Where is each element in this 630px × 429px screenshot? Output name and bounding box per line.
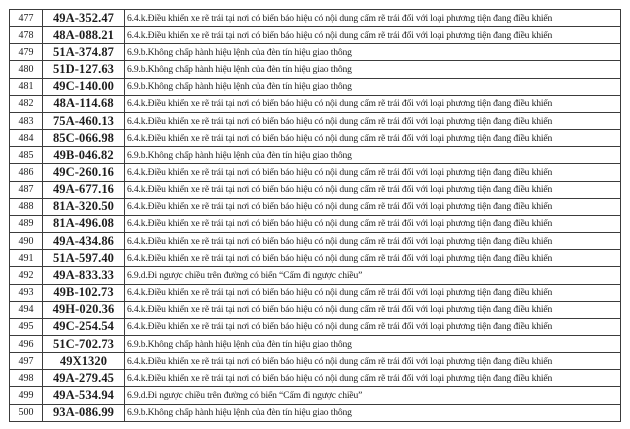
row-number-cell: 484: [10, 130, 43, 147]
row-number-cell: 498: [10, 370, 43, 387]
plate-cell: 49C-260.16: [43, 164, 125, 181]
violation-cell: 6.9.b.Không chấp hành hiệu lệnh của đèn tín hiệu giao thông: [125, 78, 621, 95]
violation-cell: 6.9.b.Không chấp hành hiệu lệnh của đèn tín hiệu giao thông: [125, 335, 621, 352]
violation-cell: 6.4.k.Điều khiển xe rẽ trái tại nơi có biển báo hiệu có nội dung cấm rẽ trái đối với loại phương tiện đang điều khiển: [125, 233, 621, 250]
violation-cell: 6.9.b.Không chấp hành hiệu lệnh của đèn tín hiệu giao thông: [125, 404, 621, 421]
row-number-cell: 477: [10, 10, 43, 27]
plate-cell: 49A-434.86: [43, 233, 125, 250]
plate-cell: 48A-088.21: [43, 27, 125, 44]
violation-cell: 6.4.k.Điều khiển xe rẽ trái tại nơi có biển báo hiệu có nội dung cấm rẽ trái đối với loại phương tiện đang điều khiển: [125, 164, 621, 181]
row-number-cell: 488: [10, 198, 43, 215]
violation-cell: 6.4.k.Điều khiển xe rẽ trái tại nơi có biển báo hiệu có nội dung cấm rẽ trái đối với loại phương tiện đang điều khiển: [125, 353, 621, 370]
row-number-cell: 489: [10, 215, 43, 232]
violations-table-body: [10, 10, 621, 422]
table-row: [10, 61, 621, 78]
table-row: [10, 250, 621, 267]
row-number-cell: 485: [10, 147, 43, 164]
table-row: [10, 215, 621, 232]
table-row: [10, 404, 621, 421]
row-number-cell: 494: [10, 301, 43, 318]
violation-cell: 6.4.k.Điều khiển xe rẽ trái tại nơi có biển báo hiệu có nội dung cấm rẽ trái đối với loại phương tiện đang điều khiển: [125, 130, 621, 147]
violations-table: [9, 9, 621, 422]
violation-cell: 6.9.d.Đi ngược chiều trên đường có biển “Cấm đi ngược chiều”: [125, 267, 621, 284]
row-number-cell: 490: [10, 233, 43, 250]
plate-cell: 49B-046.82: [43, 147, 125, 164]
plate-cell: 48A-114.68: [43, 95, 125, 112]
row-number-cell: 493: [10, 284, 43, 301]
table-row: [10, 387, 621, 404]
row-number-cell: 497: [10, 353, 43, 370]
violation-cell: 6.4.k.Điều khiển xe rẽ trái tại nơi có biển báo hiệu có nội dung cấm rẽ trái đối với loại phương tiện đang điều khiển: [125, 198, 621, 215]
table-row: [10, 95, 621, 112]
violation-cell: 6.4.k.Điều khiển xe rẽ trái tại nơi có biển báo hiệu có nội dung cấm rẽ trái đối với loại phương tiện đang điều khiển: [125, 370, 621, 387]
plate-cell: 51D-127.63: [43, 61, 125, 78]
violation-cell: 6.9.d.Đi ngược chiều trên đường có biển “Cấm đi ngược chiều”: [125, 387, 621, 404]
plate-cell: 49X1320: [43, 353, 125, 370]
row-number-cell: 495: [10, 318, 43, 335]
plate-cell: 49A-677.16: [43, 181, 125, 198]
row-number-cell: 480: [10, 61, 43, 78]
plate-cell: 49A-352.47: [43, 10, 125, 27]
plate-cell: 75A-460.13: [43, 112, 125, 129]
violation-cell: 6.4.k.Điều khiển xe rẽ trái tại nơi có biển báo hiệu có nội dung cấm rẽ trái đối với loại phương tiện đang điều khiển: [125, 215, 621, 232]
table-row: [10, 267, 621, 284]
table-row: [10, 301, 621, 318]
table-row: [10, 78, 621, 95]
table-row: [10, 44, 621, 61]
table-row: [10, 370, 621, 387]
violation-cell: 6.4.k.Điều khiển xe rẽ trái tại nơi có biển báo hiệu có nội dung cấm rẽ trái đối với loại phương tiện đang điều khiển: [125, 318, 621, 335]
table-row: [10, 318, 621, 335]
plate-cell: 93A-086.99: [43, 404, 125, 421]
row-number-cell: 487: [10, 181, 43, 198]
table-row: [10, 27, 621, 44]
row-number-cell: 496: [10, 335, 43, 352]
violation-cell: 6.4.k.Điều khiển xe rẽ trái tại nơi có biển báo hiệu có nội dung cấm rẽ trái đối với loại phương tiện đang điều khiển: [125, 301, 621, 318]
table-row: [10, 284, 621, 301]
plate-cell: 49C-254.54: [43, 318, 125, 335]
row-number-cell: 478: [10, 27, 43, 44]
plate-cell: 85C-066.98: [43, 130, 125, 147]
plate-cell: 51A-374.87: [43, 44, 125, 61]
row-number-cell: 481: [10, 78, 43, 95]
plate-cell: 49C-140.00: [43, 78, 125, 95]
violation-cell: 6.9.b.Không chấp hành hiệu lệnh của đèn tín hiệu giao thông: [125, 44, 621, 61]
plate-cell: 81A-320.50: [43, 198, 125, 215]
table-row: [10, 198, 621, 215]
row-number-cell: 499: [10, 387, 43, 404]
table-row: [10, 335, 621, 352]
table-row: [10, 130, 621, 147]
violation-cell: 6.9.b.Không chấp hành hiệu lệnh của đèn tín hiệu giao thông: [125, 61, 621, 78]
plate-cell: 51A-597.40: [43, 250, 125, 267]
plate-cell: 49A-833.33: [43, 267, 125, 284]
violation-cell: 6.4.k.Điều khiển xe rẽ trái tại nơi có biển báo hiệu có nội dung cấm rẽ trái đối với loại phương tiện đang điều khiển: [125, 27, 621, 44]
table-row: [10, 164, 621, 181]
violation-cell: 6.4.k.Điều khiển xe rẽ trái tại nơi có biển báo hiệu có nội dung cấm rẽ trái đối với loại phương tiện đang điều khiển: [125, 10, 621, 27]
plate-cell: 81A-496.08: [43, 215, 125, 232]
plate-cell: 49A-534.94: [43, 387, 125, 404]
row-number-cell: 482: [10, 95, 43, 112]
table-row: [10, 181, 621, 198]
table-row: [10, 233, 621, 250]
table-row: [10, 10, 621, 27]
table-row: [10, 353, 621, 370]
violation-cell: 6.4.k.Điều khiển xe rẽ trái tại nơi có biển báo hiệu có nội dung cấm rẽ trái đối với loại phương tiện đang điều khiển: [125, 112, 621, 129]
plate-cell: 49A-279.45: [43, 370, 125, 387]
violation-cell: 6.4.k.Điều khiển xe rẽ trái tại nơi có biển báo hiệu có nội dung cấm rẽ trái đối với loại phương tiện đang điều khiển: [125, 181, 621, 198]
table-row: [10, 147, 621, 164]
plate-cell: 49H-020.36: [43, 301, 125, 318]
row-number-cell: 491: [10, 250, 43, 267]
row-number-cell: 500: [10, 404, 43, 421]
plate-cell: 51C-702.73: [43, 335, 125, 352]
violation-cell: 6.4.k.Điều khiển xe rẽ trái tại nơi có biển báo hiệu có nội dung cấm rẽ trái đối với loại phương tiện đang điều khiển: [125, 95, 621, 112]
row-number-cell: 483: [10, 112, 43, 129]
row-number-cell: 479: [10, 44, 43, 61]
table-row: [10, 112, 621, 129]
row-number-cell: 486: [10, 164, 43, 181]
violation-cell: 6.4.k.Điều khiển xe rẽ trái tại nơi có biển báo hiệu có nội dung cấm rẽ trái đối với loại phương tiện đang điều khiển: [125, 284, 621, 301]
row-number-cell: 492: [10, 267, 43, 284]
violation-cell: 6.4.k.Điều khiển xe rẽ trái tại nơi có biển báo hiệu có nội dung cấm rẽ trái đối với loại phương tiện đang điều khiển: [125, 250, 621, 267]
violation-cell: 6.9.b.Không chấp hành hiệu lệnh của đèn tín hiệu giao thông: [125, 147, 621, 164]
plate-cell: 49B-102.73: [43, 284, 125, 301]
